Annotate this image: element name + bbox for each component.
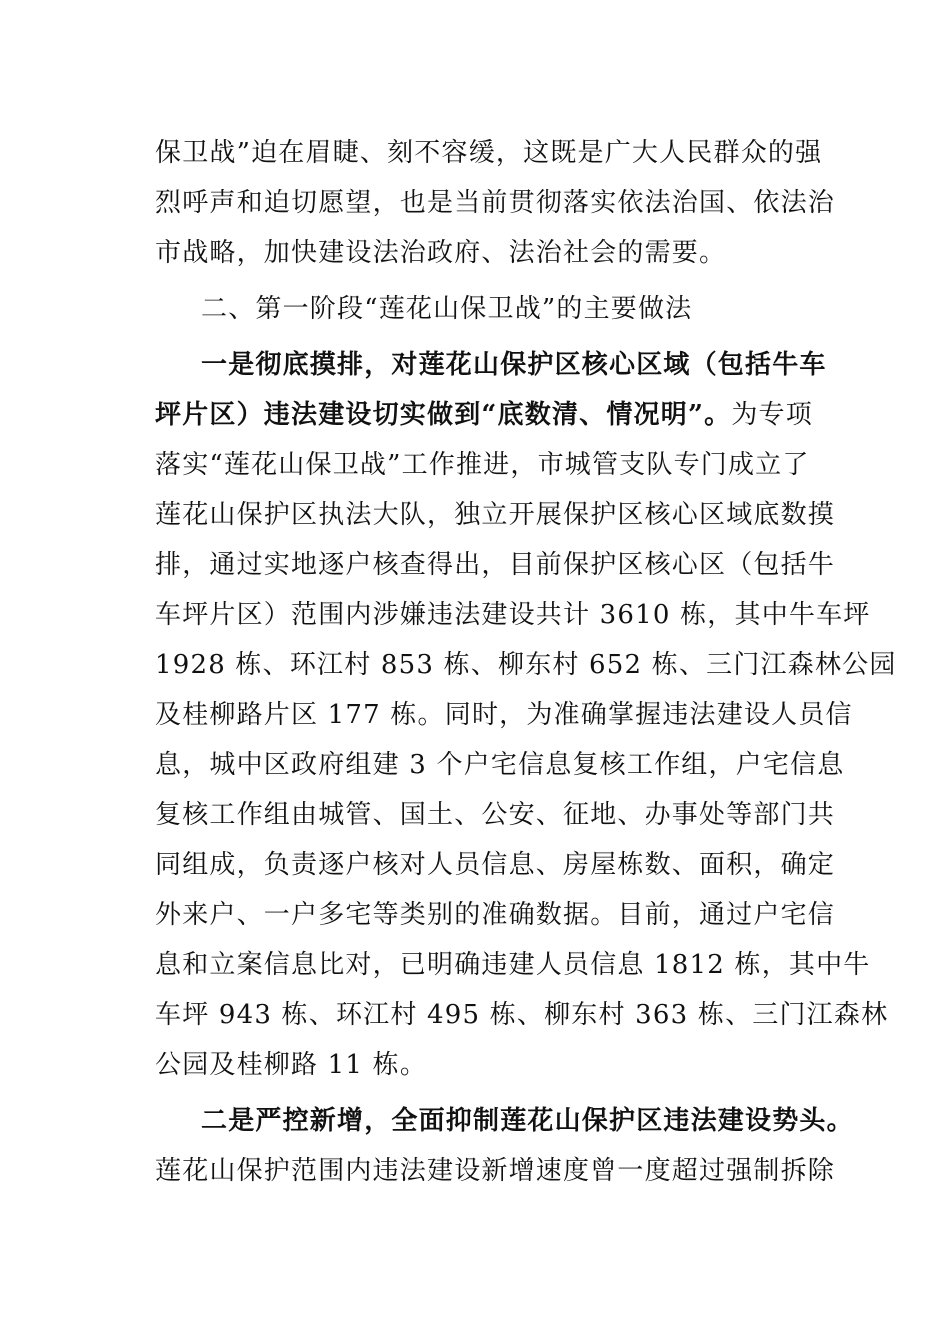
section-heading: 二、第一阶段“莲花山保卫战”的主要做法 xyxy=(201,294,693,324)
text-line: 同组成，负责逐户核对人员信息、房屋栋数、面积，确定 xyxy=(155,850,836,880)
paragraph-intro-continuation xyxy=(155,128,836,278)
bold-lead-line: 一是彻底摸排，对莲花山保护区核心区域（包括牛车 xyxy=(201,350,827,380)
text-line: 莲花山保护范围内违法建设新增速度曾一度超过强制拆除 xyxy=(155,1156,836,1186)
bold-lead-text: 坪片区）违法建设切实做到“底数清、情况明”。 xyxy=(155,400,732,430)
text-line: 烈呼声和迫切愿望，也是当前贯彻落实依法治国、依法治 xyxy=(155,188,836,218)
text-line: 外来户、一户多宅等类别的准确数据。目前，通过户宅信 xyxy=(155,900,836,930)
text-line: 息，城中区政府组建 3 个户宅信息复核工作组，户宅信息 xyxy=(155,750,845,780)
text-line: 公园及桂柳路 11 栋。 xyxy=(155,1050,428,1080)
text-line: 排，通过实地逐户核查得出，目前保护区核心区（包括牛 xyxy=(155,550,836,580)
paragraph-measure-one xyxy=(155,340,897,1090)
paragraph-measure-two xyxy=(155,1096,854,1196)
text-line: 落实“莲花山保卫战”工作推进，市城管支队专门成立了 xyxy=(155,450,810,480)
text-line: 保卫战”迫在眉睫、刻不容缓，这既是广大人民群众的强 xyxy=(155,138,823,168)
bold-lead-line: 二是严控新增，全面抑制莲花山保护区违法建设势头。 xyxy=(201,1106,854,1136)
text-line: 市战略，加快建设法治政府、法治社会的需要。 xyxy=(155,238,727,268)
text-line: 1928 栋、环江村 853 栋、柳东村 652 栋、三门江森林公园 xyxy=(155,650,897,680)
text-line: 车坪 943 栋、环江村 495 栋、柳东村 363 栋、三门江森林 xyxy=(155,1000,889,1030)
document-body xyxy=(155,128,897,1196)
text-continuation: 为专项 xyxy=(731,400,813,430)
text-line: 车坪片区）范围内涉嫌违法建设共计 3610 栋，其中牛车坪 xyxy=(155,600,871,630)
text-line xyxy=(155,390,813,440)
text-line: 息和立案信息比对，已明确违建人员信息 1812 栋，其中牛 xyxy=(155,950,871,980)
text-line: 莲花山保护区执法大队，独立开展保护区核心区域底数摸 xyxy=(155,500,836,530)
text-line: 复核工作组由城管、国土、公安、征地、办事处等部门共 xyxy=(155,800,836,830)
text-line: 及桂柳路片区 177 栋。同时，为准确掌握违法建设人员信 xyxy=(155,700,853,730)
